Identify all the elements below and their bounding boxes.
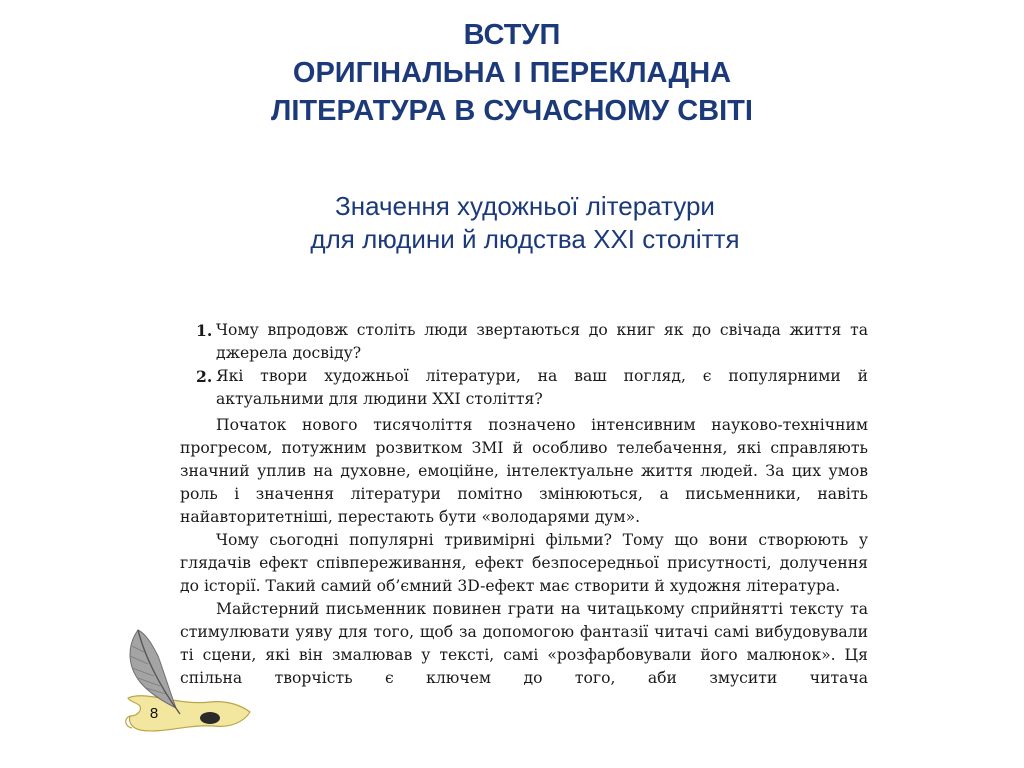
chapter-title-line: ОРИГІНАЛЬНА І ПЕРЕКЛАДНА xyxy=(292,57,732,89)
chapter-title-line: ЛІТЕРАТУРА В СУЧАСНОМУ СВІТІ xyxy=(271,95,753,127)
body-paragraph: Чому сьогодні популярні тривимірні фільми? Тому що вони створюють у глядачів ефект співпереживання, ефект безпосередньої присутності, долучення до історії. Такий самий об’ємний 3D-ефект має створити й художня література. xyxy=(180,531,868,595)
section-subtitle-line: для людини й людства XXI століття xyxy=(310,224,740,254)
question-list xyxy=(180,319,868,411)
section-subtitle xyxy=(0,190,1024,256)
question-number: 2. xyxy=(196,367,213,386)
question-item xyxy=(180,319,868,365)
quill-and-scroll-icon xyxy=(118,626,258,746)
question-number: 1. xyxy=(196,321,213,340)
text-body xyxy=(180,319,868,690)
question-text: Які твори художньої літератури, на ваш погляд, є популярними й актуальними для людини XXI століття? xyxy=(216,367,868,408)
body-paragraph: Початок нового тисячоліття позначено інтенсивним науково-технічним прогресом, потужним розвитком ЗМІ й особливо телебачення, які справляють значний уплив на духовне, емоційне, інтелектуальне життя людей. За цих умов роль і значення літератури помітно змінюються, а письменники, навіть найавторитетніші, перестають бути «володарями дум». xyxy=(180,416,868,526)
page-number: 8 xyxy=(149,705,159,722)
chapter-title-line: ВСТУП xyxy=(463,19,561,51)
question-item xyxy=(180,365,868,411)
chapter-title xyxy=(0,16,1024,130)
ink-blot xyxy=(200,712,220,724)
section-subtitle-line: Значення художньої літератури xyxy=(335,191,715,221)
body-paragraph: Майстерний письменник повинен грати на читацькому сприйнятті тексту та стимулювати уяву для того, щоб за допомогою фантазії читачі самі вибудовували ті сцени, які він змалював у тексті, самі «розфарбовували його малюнок». Ця спільна творчість є ключем до того, аби змусити читача xyxy=(180,600,868,687)
question-text: Чому впродовж століть люди звертаються до книг як до свічада життя та джерела досвіду? xyxy=(216,321,868,362)
